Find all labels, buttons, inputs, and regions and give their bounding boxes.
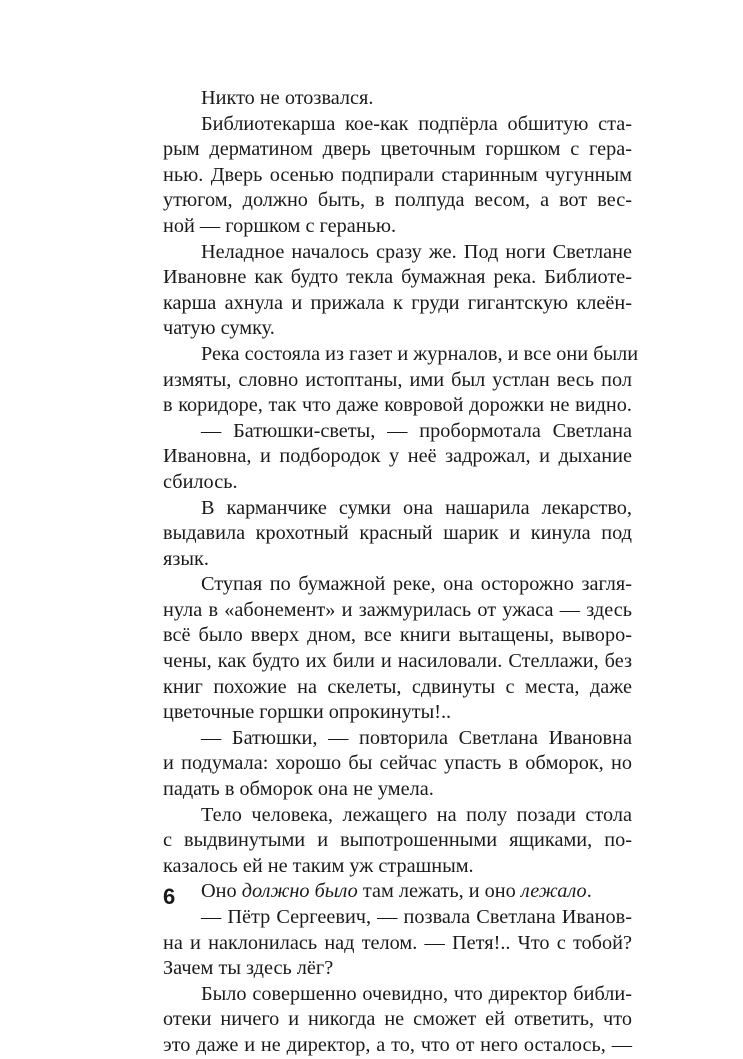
text-line: выдавила крохотный красный шарик и кинула под (163, 522, 632, 545)
text-line: Неладное началось сразу же. Под ноги Светлане (201, 240, 632, 263)
text-line: книг похожие на скелеты, сдвинуты с места, даже (163, 675, 632, 698)
text-line: всё было вверх дном, все книги вытащены, выворо- (163, 624, 632, 647)
text-line: сбилось. (163, 470, 238, 493)
text-line: на и наклонилась над телом. — Петя!.. Что с тобой? (163, 931, 632, 954)
text-line: Было совершенно очевидно, что директор библи- (201, 982, 632, 1005)
text-line: с выдвинутыми и выпотрошенными ящиками, по- (163, 829, 632, 852)
page-body-text (163, 86, 639, 1059)
text-line: измяты, словно истоптаны, ими был устлан весь пол (163, 368, 632, 391)
text-line: нью. Дверь осенью подпирали старинным чугунным (163, 163, 632, 186)
text-span: . (586, 880, 592, 903)
italic-text: лежало (520, 880, 587, 903)
text-line: карша ахнула и прижала к груди гигантскую клеён- (163, 291, 632, 314)
text-line: утюгом, должно быть, в полпуда весом, а вот вес- (163, 189, 632, 212)
text-line: ной — горшком с геранью. (163, 214, 397, 237)
text-line: Тело человека, лежащего на полу позади стола (201, 803, 632, 826)
text-line: чатую сумку. (163, 317, 275, 340)
text-line: падать в обморок она не умела. (163, 778, 434, 801)
text-line: Ступая по бумажной реке, она осторожно загля- (201, 573, 632, 596)
text-line: В карманчике сумки она нашарила лекарство, (201, 496, 632, 519)
text-line: — Пётр Сергеевич, — позвала Светлана Иванов- (201, 906, 632, 928)
text-line: — Батюшки, — повторила Светлана Ивановна (201, 726, 632, 749)
page-number: 6 (163, 884, 176, 909)
text-line: казалось ей не таким уж страшным. (163, 854, 474, 877)
text-line: Ивановне как будто текла бумажная река. Библиоте- (163, 266, 632, 289)
text-line: нула в «абонемент» и зажмурилась от ужаса — здесь (163, 598, 632, 621)
text-line: — Батюшки-светы, — пробормотала Светлана (201, 419, 632, 442)
text-line: язык. (163, 547, 209, 570)
text-line-italic (163, 879, 632, 905)
text-line: это даже и не директор, а то, что от него осталось, — (163, 1033, 632, 1056)
text-line: Река состояла из газет и журналов, и все они были (201, 342, 639, 365)
text-line: Никто не отозвался. (201, 87, 374, 109)
text-line: и подумала: хорошо бы сейчас упасть в обморок, но (163, 752, 632, 775)
text-line: рым дерматином дверь цветочным горшком с гера- (163, 138, 632, 161)
text-span: Оно (201, 880, 242, 903)
text-line: Ивановна, и подбородок у неё задрожал, и дыхание (163, 445, 632, 468)
text-line: Библиотекарша кое-как подпёрла обшитую ста- (201, 112, 632, 135)
text-line: цветочные горшки опрокинуты!.. (163, 701, 452, 724)
italic-text: должно было (241, 880, 358, 903)
text-line: чены, как будто их били и насиловали. Стеллажи, без (163, 650, 632, 673)
text-line: в коридоре, так что даже ковровой дорожки не видно. (163, 394, 632, 417)
text-line: отеки ничего и никогда не сможет ей ответить, что (163, 1008, 632, 1031)
text-span: там лежать, и оно (357, 880, 521, 903)
text-line: Зачем ты здесь лёг? (163, 957, 334, 980)
